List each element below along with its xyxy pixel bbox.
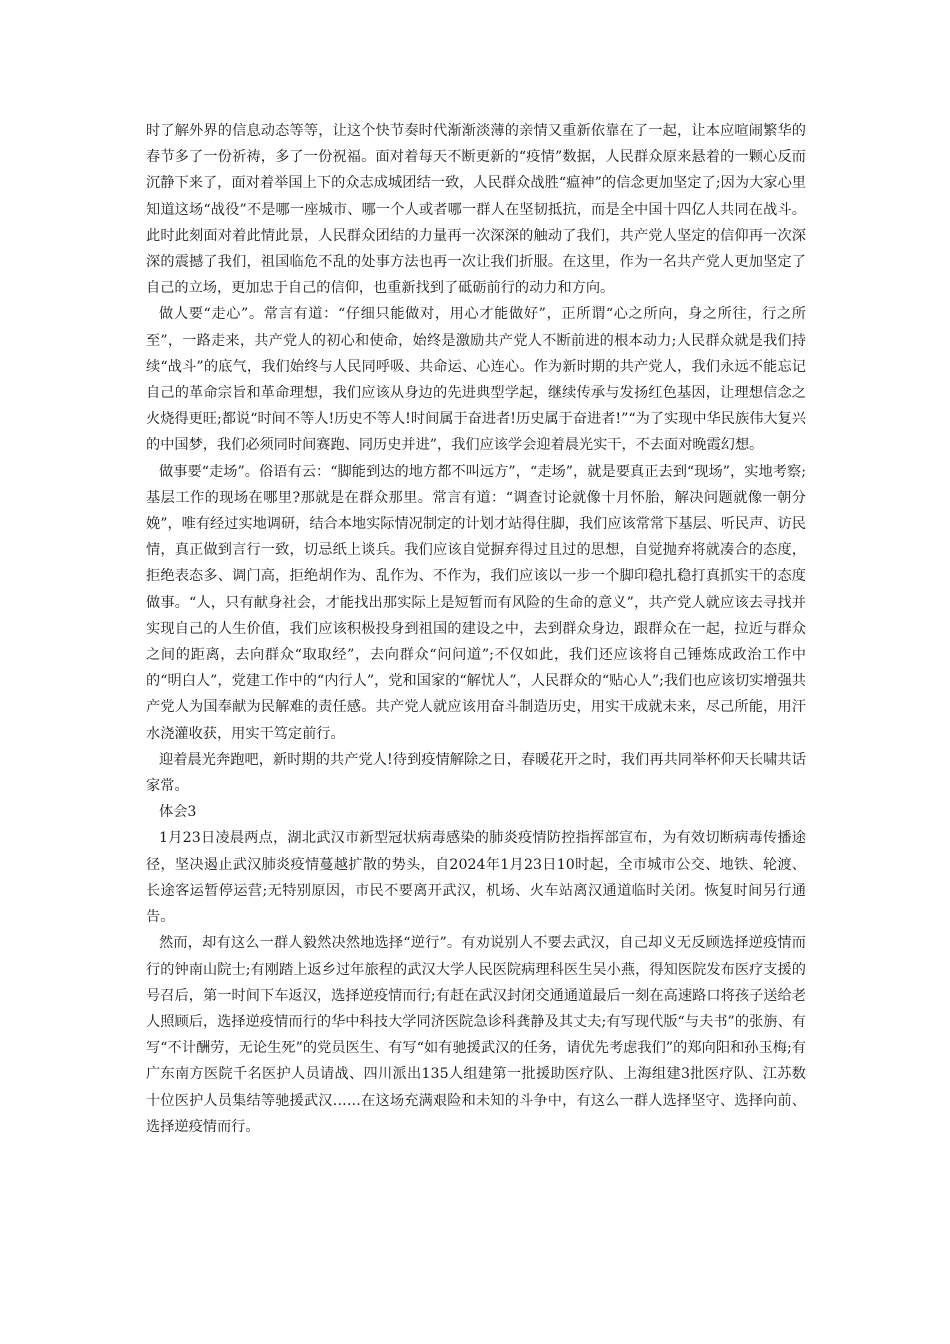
paragraph-2: 做人要“走心”。常言有道：“仔细只能做对，用心才能做好”，正所谓“心之所向，身之所往，行之所至”，一路走来，共产党人的初心和使命，始终是激励共产党人不断前进的根本动力;人民群众就是我们持续“战斗”的底气，我们始终与人民同呼吸、共命运、心连心。作为新时期的共产党人，我们永远不能忘记自己的革命宗旨和革命理想，我们应该从身边的先进典型学起，继续传承与发扬红色基因，让理想信念之火烧得更旺;都说“时间不等人!历史不等人!时间属于奋进者!历史属于奋进者!”“为了实现中华民族伟大复兴的中国梦，我们必须同时间赛跑、同历史并进”，我们应该学会迎着晨光实干，不去面对晚霞幻想。 [146,306,806,454]
paragraph-5: 1月23日凌晨两点，湖北武汉市新型冠状病毒感染的肺炎疫情防控指挥部宣布，为有效切断病毒传播途径，坚决遏止武汉肺炎疫情蔓越扩散的势头，自2024年1月23日10时起，全市城市公交、地铁、轮渡、长途客运暂停运营;无特别原因，市民不要离开武汉，机场、火车站离汉通道临时关闭。恢复时间另行通告。 [146,830,806,926]
paragraph-3: 做事要“走场”。俗语有云：“脚能到达的地方都不叫远方”，“走场”，就是要真正去到“现场”，实地考察;基层工作的现场在哪里?那就是在群众那里。常言有道：“调查讨论就像十月怀胎，解决问题就像一朝分娩”，唯有经过实地调研，结合本地实际情况制定的计划才站得住脚，我们应该常常下基层、听民声、访民情，真正做到言行一致，切忌纸上谈兵。我们应该自觉摒弃得过且过的思想，自觉抛弃将就凑合的态度，拒绝表态多、调门高，拒绝胡作为、乱作为、不作为，我们应该以一步一个脚印稳扎稳打真抓实干的态度做事。“人，只有献身社会，才能找出那实际上是短暂而有风险的生命的意义”，共产党人就应该去寻找并实现自己的人生价值，我们应该积极投身到祖国的建设之中，去到群众身边，跟群众在一起，拉近与群众之间的距离，去向群众“取取经”，去向群众“问问道”;不仅如此，我们还应该将自己锤炼成政治工作中的“明白人”，党建工作中的“内行人”，党和国家的“解忧人”，人民群众的“贴心人”;我们也应该切实增强共产党人为国奉献为民解难的责任感。共产党人就应该用奋斗制造历史，用实干成就未来，尽己所能，用汗水浇灌收获，用实干笃定前行。 [146,463,806,742]
paragraph-6: 然而，却有这么一群人毅然决然地选择“逆行”。有劝说别人不要去武汉，自己却义无反顾选择逆疫情而行的钟南山院士;有刚踏上返乡过年旅程的武汉大学人民医院病理科医生吴小燕，得知医院发布医疗支援的号召后，第一时间下车返汉，选择逆疫情而行;有赶在武汉封闭交通通道最后一刻在高速路口将孩子送给老人照顾后，选择逆疫情而行的华中科技大学同济医院急诊科龚静及其丈夫;有写现代版“与夫书”的张旃、有写“不计酬劳，无论生死”的党员医生、有写“如有驰援武汉的任务，请优先考虑我们”的郑向阳和孙玉梅;有广东南方医院千名医护人员请战、四川派出135人组建第一批援助医疗队、上海组建3批医疗队、江苏数十位医护人员集结等驰援武汉……在这场充满艰险和未知的斗争中，有这么一群人选择坚守、选择向前、选择逆疫情而行。 [146,935,806,1135]
paragraph-4: 迎着晨光奔跑吧，新时期的共产党人!待到疫情解除之日，春暖花开之时，我们再共同举杯仰天长啸共话家常。 [146,751,806,795]
document-body [146,118,806,1140]
paragraph-1: 时了解外界的信息动态等等，让这个快节奏时代渐渐淡薄的亲情又重新依靠在了一起，让本应喧闹繁华的春节多了一份祈祷，多了一份祝福。面对着每天不断更新的“疫情”数据，人民群众原来悬着的一颗心反而沉静下来了，面对着举国上下的众志成城团结一致，人民群众战胜“瘟神”的信念更加坚定了;因为大家心里知道这场“战役”不是哪一座城市、哪一个人或者哪一群人在坚韧抵抗，而是全中国十四亿人共同在战斗。此时此刻面对着此情此景，人民群众团结的力量再一次深深的触动了我们，共产党人坚定的信仰再一次深深的震撼了我们，祖国临危不乱的处事方法也再一次让我们折服。在这里，作为一名共产党人更加坚定了自己的立场，更加忠于自己的信仰，也重新找到了砥砺前行的动力和方向。 [146,123,806,297]
section-heading: 体会3 [159,804,197,821]
